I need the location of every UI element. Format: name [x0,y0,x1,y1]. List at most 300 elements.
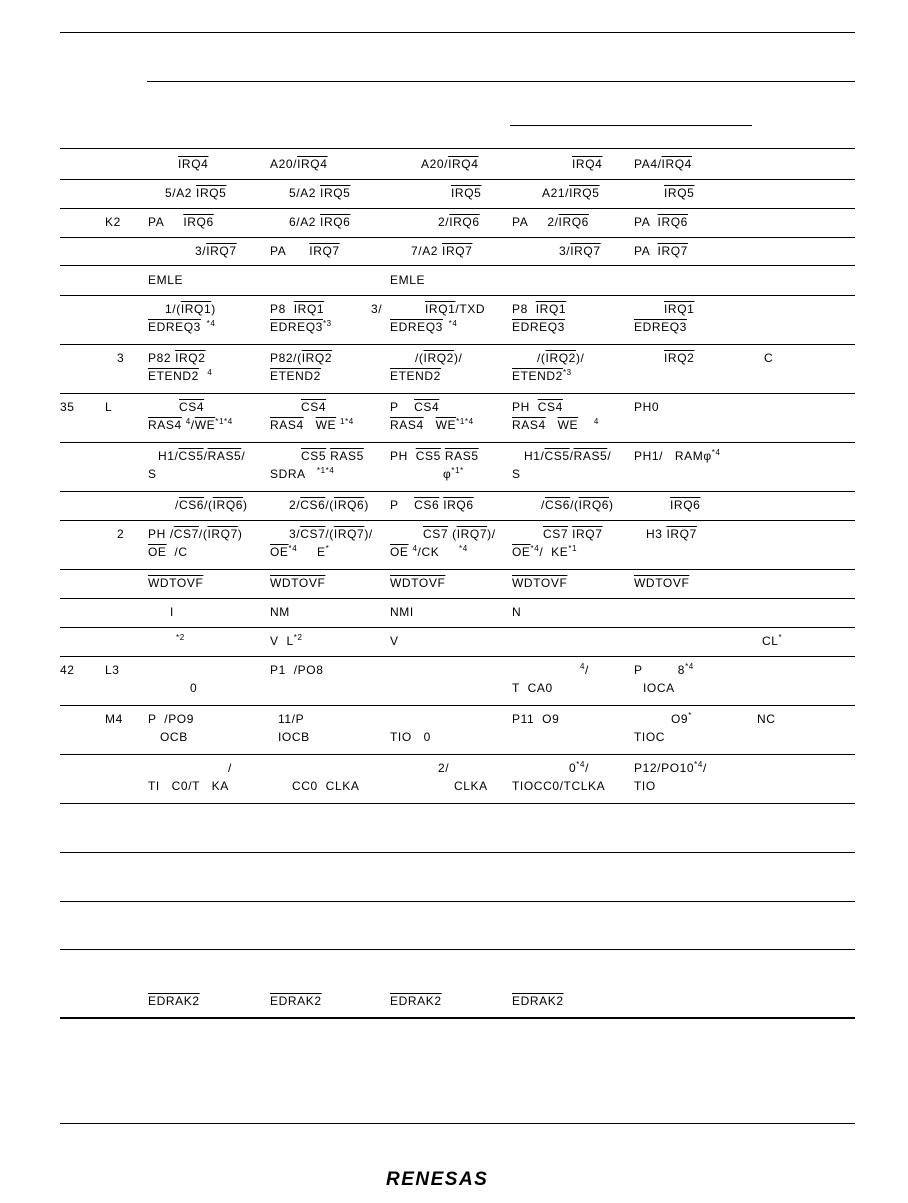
overlined-signal: RAS4 [270,418,304,432]
overlined-signal: IRQ7 [657,244,688,258]
overlined-signal: IRQ7 [206,244,237,258]
row-rule [60,627,855,628]
note-superscript: 4 [452,319,458,328]
cell-text: PH [148,527,170,541]
cell-text: PA [270,244,310,258]
table-cell [292,779,359,793]
table-cell [390,418,474,432]
top-rule [60,32,855,33]
row-rule [60,852,855,853]
cell-text: 3/ [289,527,301,541]
renesas-logo-text: RENESAS [386,1169,489,1190]
table-cell [670,498,700,512]
cell-text: P82 [148,351,176,365]
overlined-signal: $\overline{OE}$ [390,545,409,559]
cell-text: PH [512,400,538,414]
table-cell [664,186,694,200]
table-cell [301,400,326,414]
table-cell [270,244,340,258]
overlined-signal: CS7 [423,527,449,541]
cell-text: * [568,544,573,553]
cell-text: * [576,760,580,769]
overlined-signal: RAS5 [573,449,608,463]
table-cell [390,498,474,512]
cell-text: )/ [487,527,496,541]
table-cell [512,779,605,793]
note-superscript: 4 [715,448,721,457]
cell-text: * [442,319,453,328]
cell-text: * [215,417,219,426]
table-cell [541,498,614,512]
overlined-signal: IRQ2 [175,351,206,365]
renesas-logo [385,1166,535,1190]
cell-text: ) [237,527,243,541]
cell-text: CLKA [454,779,488,793]
cell-text: L [105,400,113,414]
cell-text: * [688,711,692,720]
overlined-signal: IRQ4 [572,157,603,171]
cell-text [546,418,558,432]
overlined-signal: CS6 [178,498,205,512]
table-cell [634,320,687,334]
overlined-signal: RAS5 [207,449,242,463]
overlined-signal: IRQ6 [558,215,589,229]
table-cell [148,527,242,541]
subheader-rule [510,125,752,126]
note-superscript: 1*4 [459,417,474,426]
cell-text: * [316,466,321,475]
cell-text: 35 [60,400,75,414]
cell-text [578,418,594,432]
cell-text: 0 [190,681,198,695]
row-rule [60,949,855,950]
table-cell [438,761,449,775]
cell-text: EMLE [390,273,426,287]
cell-text: H1/ [524,449,545,463]
cell-text: * [288,544,293,553]
table-cell [512,369,572,383]
table-cell [160,730,188,744]
cell-text: A20/ [270,157,298,171]
table-cell [512,215,589,229]
table-cell [634,730,665,744]
cell-text: φ [443,467,452,481]
cell-text: P [390,498,415,512]
header-rule [147,81,855,82]
cell-text: TIO 0 [390,730,431,744]
note-superscript: 2 [297,633,303,642]
table-cell [289,498,369,512]
table-cell [390,730,431,744]
table-cell [634,157,692,171]
cell-text: * [176,633,180,642]
overlined-signal: IRQ6 [443,498,474,512]
table-cell [148,576,203,590]
cell-text: /( [198,527,208,541]
row-rule [60,208,855,209]
overlined-signal: $\overline{WE}$ [557,418,579,432]
table-cell [148,351,206,365]
cell-text: /( [325,527,334,541]
note-superscript: 4 [697,760,703,769]
cell-text: NMI [390,605,414,619]
cell-text: / [569,449,574,463]
table-cell [176,634,185,648]
note-superscript: 1*4 [340,417,354,426]
overlined-signal: IRQ6 [183,215,214,229]
overlined-signal: IRQ6 [578,498,610,512]
overlined-signal: EDREQ3 [148,320,201,334]
overlined-signal: IRQ4 [661,157,692,171]
overlined-signal: CS5 [301,449,327,463]
table-cell [390,634,399,648]
overlined-signal: CS4 [414,400,440,414]
table-cell [60,400,75,414]
cell-text: PH1/ RAMφ [634,449,712,463]
overlined-signal: IRQ2 [664,351,695,365]
note-superscript: 4 [185,417,191,426]
cell-text: ) [211,302,216,316]
table-cell [148,467,157,481]
table-cell [105,712,123,726]
cell-text: 3 [117,351,125,365]
overlined-signal: $\overline{OE}$ [512,545,531,559]
overlined-signal: WDTOVF [148,576,204,590]
table-cell [512,400,563,414]
table-cell [643,681,675,695]
cell-text: PH0 [634,400,660,414]
cell-text: * [778,633,783,642]
cell-text: )/ [364,527,373,541]
cell-text: SDRA [270,467,317,481]
overlined-signal: IRQ2 [301,351,333,365]
cell-text [304,418,316,432]
table-cell [390,400,439,414]
overlined-signal: IRQ5 [196,186,227,200]
overlined-signal: EDREQ3 [270,320,323,334]
overlined-signal: IRQ5 [451,186,482,200]
cell-text: 5/A2 [165,186,197,200]
overlined-signal: $\overline{OE}$ [270,545,289,559]
cell-text: ) [609,498,614,512]
cell-text: * [459,544,463,553]
table-cell [270,351,332,365]
note-superscript: 2 [179,633,185,642]
overlined-signal: CS7 [173,527,199,541]
cell-text: C [764,351,774,365]
table-cell [170,605,174,619]
table-cell [634,244,688,258]
table-cell [390,994,442,1008]
overlined-signal: $\overline{WE}$ [315,418,337,432]
table-cell [390,545,468,559]
cell-text: TIOCC0/TCLKA [512,779,606,793]
cell-text: EMLE [148,273,184,287]
table-cell [512,605,521,619]
overlined-signal: IRQ6 [333,498,365,512]
cell-text: I [170,605,174,619]
note-superscript: 1*4 [218,417,233,426]
table-cell [190,681,197,695]
table-cell [559,244,601,258]
overlined-signal: IRQ6 [320,215,351,229]
note-superscript: 4 [688,662,694,671]
overlined-signal: IRQ1 [180,302,212,316]
cell-text: L3 [105,663,120,677]
table-cell [764,351,773,365]
table-cell [512,320,565,334]
overlined-signal: CS4 [301,400,327,414]
table-cell [634,663,694,677]
note-superscript: 4 [292,544,298,553]
table-cell [105,215,121,229]
cell-text: 2/ [289,498,301,512]
overlined-signal: ETEND2 [148,369,199,383]
row-rule [60,520,855,521]
table-cell [425,302,485,316]
cell-text: TIO [634,779,656,793]
table-cell [148,712,194,726]
overlined-signal: IRQ4 [297,157,328,171]
table-cell [512,712,559,726]
table-cell [411,244,472,258]
table-cell [543,527,603,541]
overlined-signal: IRQ7 [570,244,601,258]
cell-text: P 8 [634,663,686,677]
cell-text: / [190,418,195,432]
table-cell [390,320,457,334]
overlined-signal: IRQ5 [569,186,600,200]
row-rule [60,393,855,394]
cell-text: P [390,400,415,414]
cell-text: )/ [575,351,585,365]
overlined-signal: ETEND2 [390,369,441,383]
note-superscript: 4 [412,544,418,553]
table-cell [415,351,462,365]
row-rule [60,237,855,238]
cell-text: /( [415,351,424,365]
table-cell [524,449,611,463]
cell-text: 11/P [278,712,305,726]
cell-text: P /PO9 [148,712,195,726]
table-cell [301,449,364,463]
table-cell [278,712,304,726]
table-cell [634,449,721,463]
cell-text: IOCA [643,681,675,695]
table-cell [148,418,233,432]
cell-text: 7/A2 [411,244,443,258]
table-cell [576,663,589,677]
table-cell [454,779,488,793]
table-cell [512,994,564,1008]
overlined-signal: IRQ6 [657,215,688,229]
table-top-rule [60,148,855,149]
table-cell [671,712,692,726]
cell-text: /( [325,498,334,512]
overlined-signal: RAS4 [390,418,424,432]
cell-text: IOCB [278,730,310,744]
cell-text: ( [448,527,457,541]
overlined-signal: CS6 [544,498,571,512]
table-cell [270,994,322,1008]
note-superscript: 1*4 [320,466,335,475]
note-superscript: 4 [534,544,540,553]
cell-text: * [685,662,689,671]
overlined-signal: EDREQ3 [634,320,687,334]
table-cell [270,302,324,316]
table-cell [634,215,688,229]
cell-text: * [456,417,460,426]
overlined-signal: CS7 [300,527,326,541]
cell-text: / [228,761,232,775]
cell-text: 1/( [165,302,181,316]
table-cell [664,302,694,316]
table-cell [270,369,321,383]
cell-text: /( [570,498,579,512]
cell-text: H3 [646,527,667,541]
table-cell [148,545,188,559]
cell-text: P8 [270,302,294,316]
overlined-signal: WDTOVF [390,576,446,590]
overlined-signal: IRQ7 [456,527,488,541]
cell-text: / [241,449,246,463]
table-cell [289,527,373,541]
overlined-signal: IRQ1 [664,302,695,316]
cell-text: /( [204,498,213,512]
cell-text: PA [634,215,658,229]
overlined-signal: IRQ7 [572,527,603,541]
table-cell [270,576,325,590]
overlined-signal: EDRAK2 [148,994,200,1008]
overlined-signal: IRQ7 [207,527,238,541]
cell-text: /CK [417,545,460,559]
cell-text: K2 [105,215,121,229]
table-cell [634,400,659,414]
row-rule [60,344,855,345]
overlined-signal: RAS5 [444,449,479,463]
cell-text: P8 [512,302,536,316]
table-cell [757,712,776,726]
cell-text: 3/ [371,302,383,316]
table-cell [148,369,212,383]
table-cell [228,761,232,775]
footer-rule [60,1123,855,1124]
note-superscript: 1 [572,544,578,553]
cell-text: / [607,449,612,463]
row-rule [60,754,855,755]
cell-text: )/ [453,351,463,365]
note-superscript: 4 [579,662,585,671]
table-cell [175,498,248,512]
overlined-signal: CS7 [543,527,569,541]
table-cell [634,779,656,793]
table-cell [646,527,697,541]
cell-text: PA [634,244,658,258]
cell-text: E [297,545,326,559]
overlined-signal: CS5 [415,449,441,463]
cell-text: M4 [105,712,123,726]
table-cell [60,663,75,677]
cell-text: 2 [117,527,125,541]
table-cell [390,605,414,619]
table-cell [451,186,481,200]
table-cell [195,244,237,258]
overlined-signal: ETEND2 [512,369,563,383]
note-superscript: 4 [207,368,213,377]
cell-text: ) [243,498,248,512]
overlined-signal: RAS5 [330,449,364,463]
overlined-signal: IRQ6 [212,498,244,512]
cell-text: PH [390,449,416,463]
table-cell [542,186,600,200]
cell-text: ) [364,498,369,512]
table-cell [165,302,216,316]
overlined-signal: IRQ6 [449,215,480,229]
overlined-signal: IRQ7 [442,244,473,258]
table-cell [148,320,215,334]
cell-text: PA 2/ [512,215,559,229]
cell-text: * [530,544,535,553]
cell-text: PA [148,215,184,229]
table-cell [512,681,553,695]
cell-text: * [293,633,298,642]
cell-text: / [585,761,589,775]
cell-text [424,418,436,432]
cell-text: / [541,498,545,512]
table-cell [278,730,310,744]
cell-text: * [325,544,330,553]
table-cell [634,761,707,775]
overlined-signal: IRQ2 [423,351,454,365]
cell-text: 0 [569,761,577,775]
table-cell [512,576,567,590]
cell-text: 3/ [559,244,571,258]
overlined-signal: IRQ2 [545,351,576,365]
overlined-signal: IRQ7 [333,527,365,541]
cell-text: 2/ [438,215,450,229]
table-cell [105,400,112,414]
cell-text: A21/ [542,186,570,200]
table-cell [390,576,445,590]
cell-text: P11 O9 [512,712,560,726]
overlined-signal: $\overline{OE}$ [148,545,167,559]
table-cell [148,994,200,1008]
table-cell [270,418,354,432]
table-cell [438,215,480,229]
table-cell [117,527,124,541]
cell-text: / [702,761,707,775]
table-cell [148,215,214,229]
table-cell [569,761,589,775]
table-cell [148,779,229,793]
overlined-signal: RAS4 [148,418,182,432]
cell-text: * [711,448,716,457]
overlined-signal: IRQ7 [666,527,697,541]
note-superscript: 3 [326,319,332,328]
table-cell [572,157,602,171]
table-cell [179,400,204,414]
table-cell [270,320,332,334]
cell-text: / [585,663,589,677]
overlined-signal: IRQ6 [670,498,701,512]
cell-text: P82/( [270,351,302,365]
note-superscript: 4 [580,760,586,769]
table-bottom-rule [60,1017,855,1019]
overlined-signal: CS5 [178,449,204,463]
cell-text: A20/ [421,157,449,171]
table-cell [270,467,334,481]
overlined-signal: EDRAK2 [270,994,322,1008]
